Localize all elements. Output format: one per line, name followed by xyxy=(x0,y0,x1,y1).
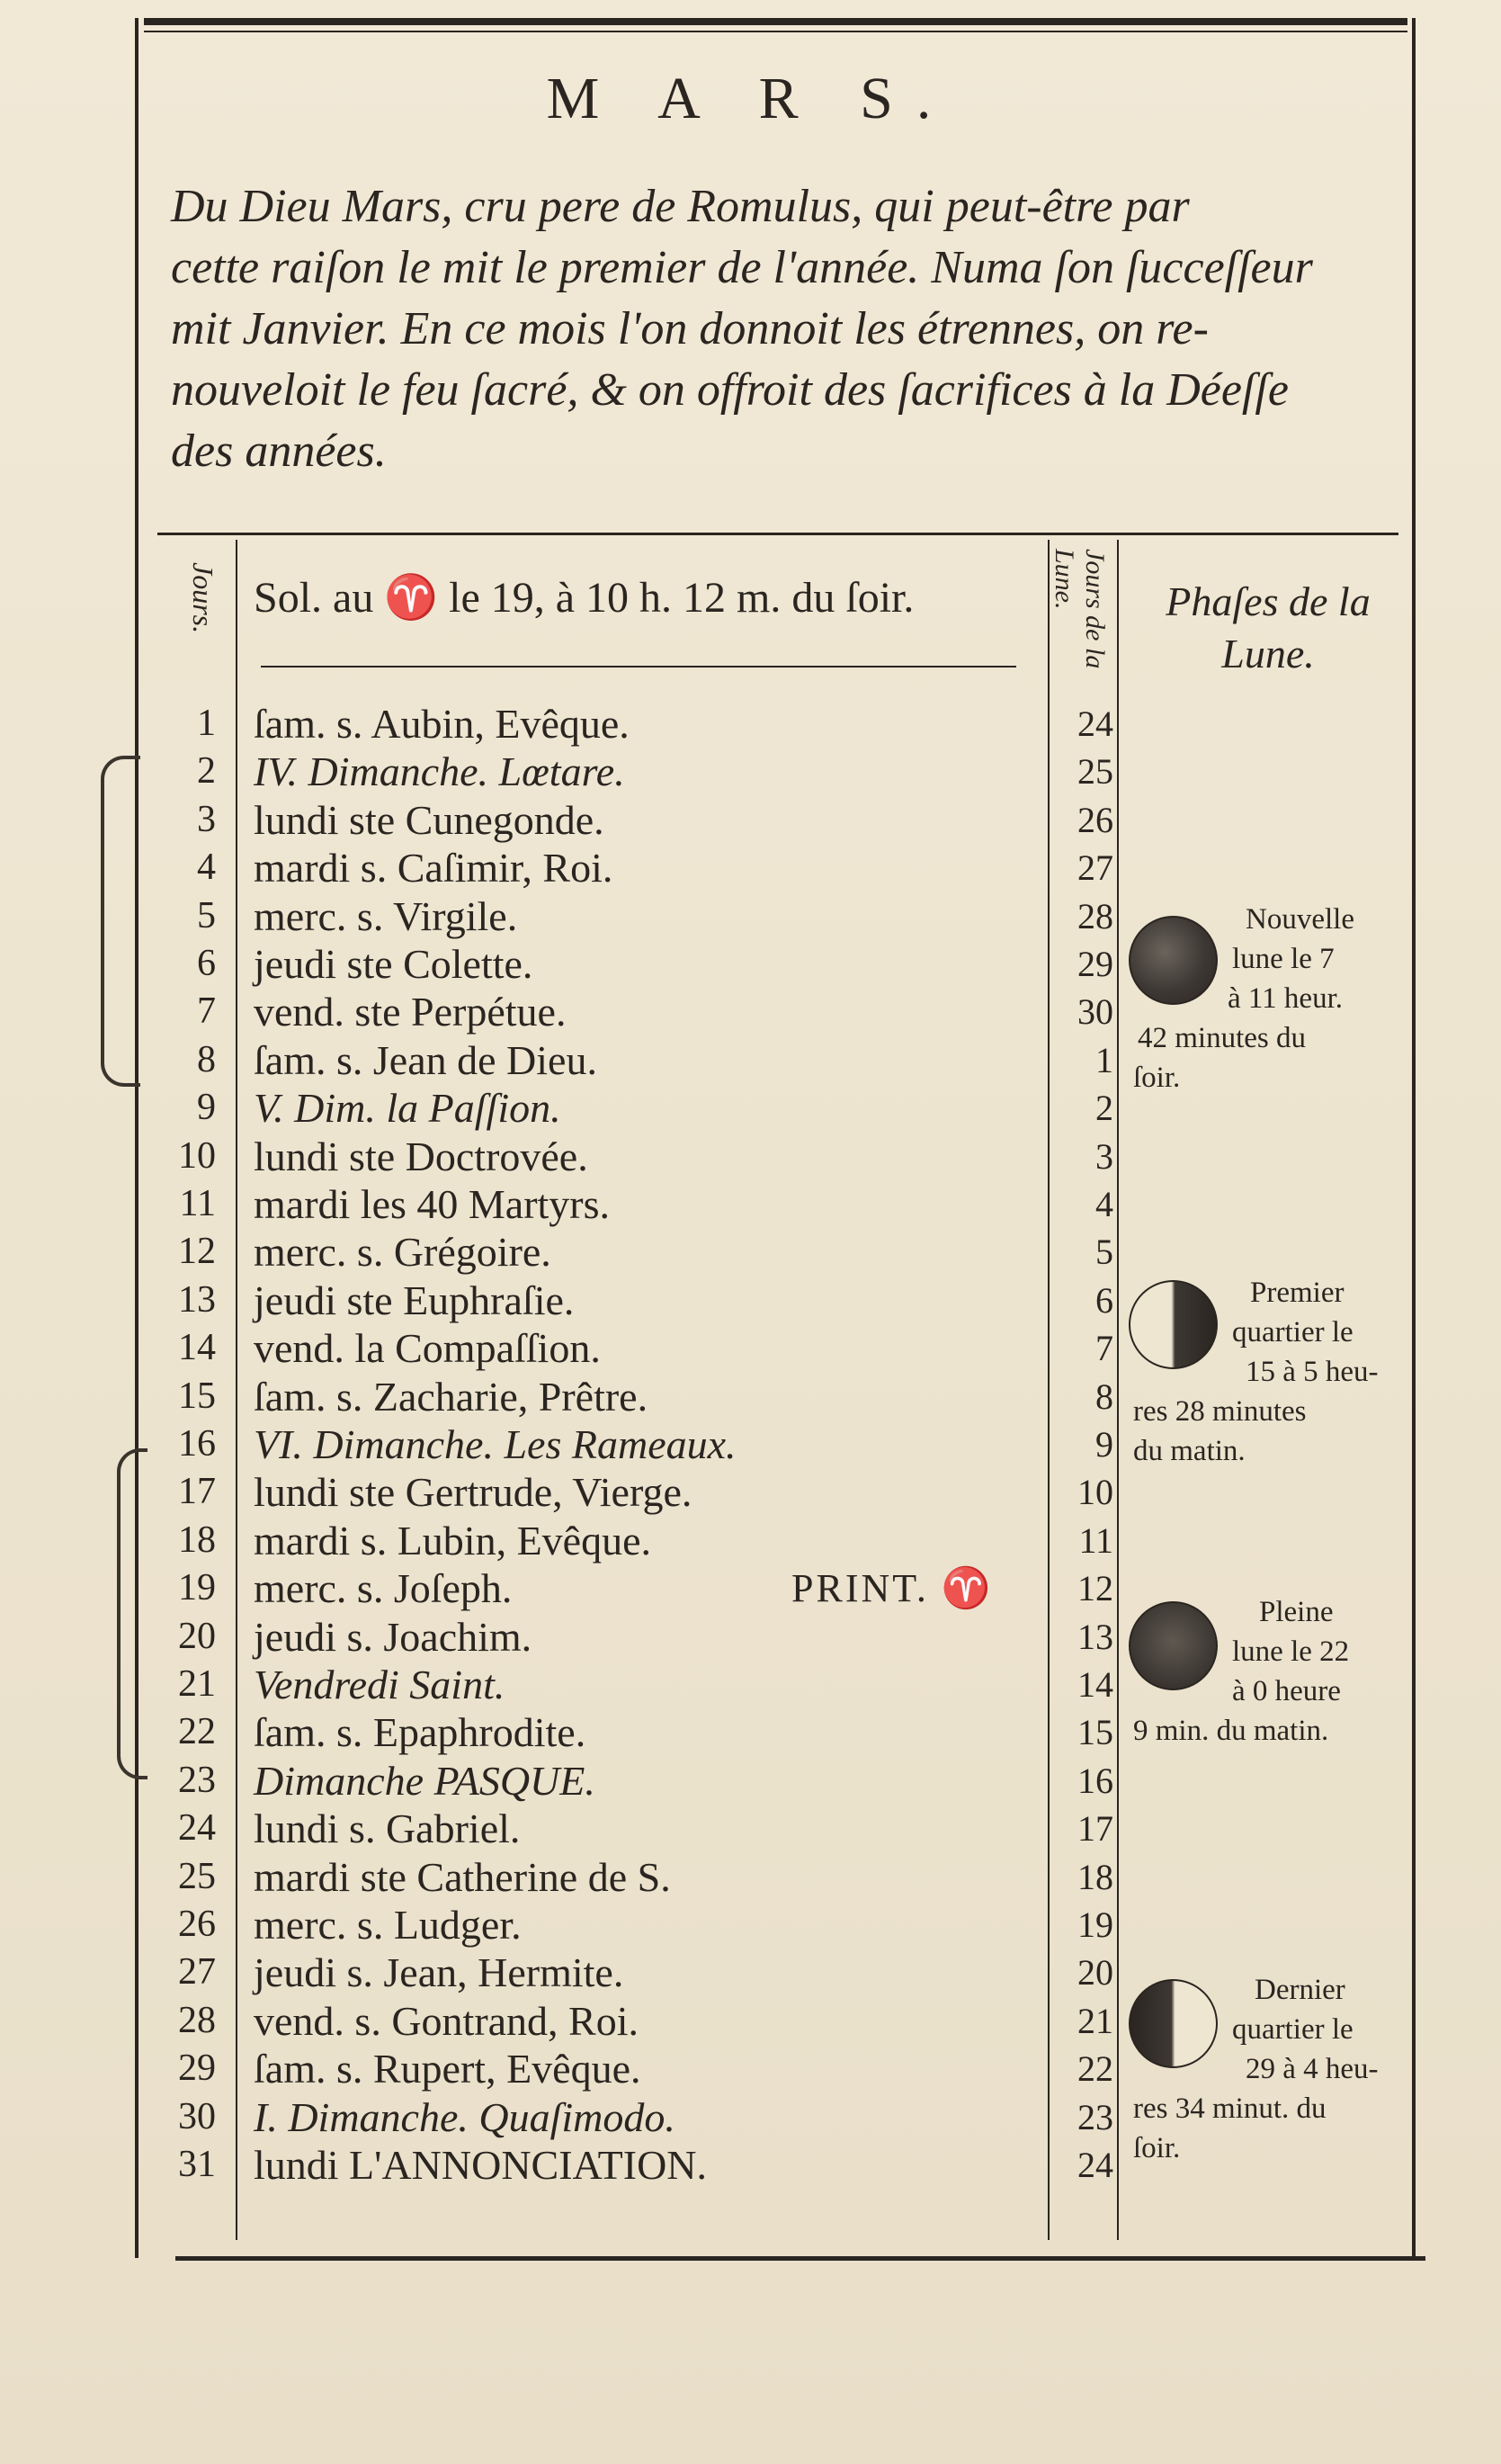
phase-full-moon xyxy=(1129,1592,1412,1772)
phase-line: à 0 heure xyxy=(1232,1675,1341,1707)
intro-paragraph xyxy=(171,176,1403,482)
phase-new-moon xyxy=(1129,900,1412,1107)
day-saint: I. Dimanche. Quaſimodo. xyxy=(254,2093,675,2140)
moon-day: 24 xyxy=(1077,2145,1113,2185)
day-number: 1 xyxy=(197,703,216,744)
day-number: 6 xyxy=(197,943,216,984)
day-number: 30 xyxy=(178,2095,216,2137)
day-saint: mardi s. Lubin, Evêque. xyxy=(254,1517,652,1564)
phase-line: ſoir. xyxy=(1133,1062,1181,1094)
day-number: 9 xyxy=(197,1087,216,1129)
intro-line: Du Dieu Mars, cru pere de Romulus, qui peut-être par xyxy=(171,181,1190,232)
moon-phases-header-line: Lune. xyxy=(1221,631,1315,676)
day-saint: mardi s. Caſimir, Roi. xyxy=(254,845,613,892)
moon-day: 2 xyxy=(1095,1088,1113,1129)
day-number: 24 xyxy=(178,1807,216,1850)
moon-day: 1 xyxy=(1095,1039,1113,1080)
phase-line: 15 à 5 heu- xyxy=(1246,1356,1379,1388)
phase-line: Dernier xyxy=(1255,1974,1345,2006)
moon-day: 25 xyxy=(1077,751,1113,793)
day-saint: lundi ste Cunegonde. xyxy=(254,796,604,843)
day-number: 13 xyxy=(178,1278,216,1321)
moon-day: 19 xyxy=(1077,1904,1113,1945)
phase-line: quartier le xyxy=(1232,1316,1354,1348)
moon-phases-header-line: Phaſes de la xyxy=(1166,578,1371,624)
moon-day: 29 xyxy=(1077,944,1113,984)
day-number: 15 xyxy=(178,1375,216,1417)
day-saint: ſam. s. Epaphrodite. xyxy=(254,1709,586,1756)
intro-line: des années. xyxy=(171,426,387,477)
day-number: 16 xyxy=(178,1423,216,1465)
moon-day: 12 xyxy=(1077,1568,1113,1609)
day-saint: jeudi s. Jean, Hermite. xyxy=(254,1949,624,1996)
intro-line: mit Janvier. En ce mois l'on donnoit les étrennes, on re- xyxy=(171,303,1209,354)
day-number: 17 xyxy=(178,1471,216,1513)
day-saint: vend. la Compaſſion. xyxy=(254,1325,601,1372)
day-row xyxy=(0,1180,1501,1228)
day-number: 31 xyxy=(178,2144,216,2185)
moon-day: 21 xyxy=(1077,2000,1113,2041)
moon-day: 30 xyxy=(1077,991,1113,1033)
day-number: 11 xyxy=(179,1183,216,1224)
day-number: 23 xyxy=(178,1759,216,1801)
moon-day: 13 xyxy=(1077,1616,1113,1657)
equinox-mark: PRINT. ♈ xyxy=(791,1566,994,1611)
moon-day: 11 xyxy=(1078,1519,1113,1561)
day-saint: ſam. s. Rupert, Evêque. xyxy=(254,2046,641,2092)
jours-header: Jours. xyxy=(187,562,219,634)
day-saint: vend. ste Perpétue. xyxy=(254,989,567,1035)
moon-day: 4 xyxy=(1095,1184,1113,1224)
phase-line: Pleine xyxy=(1259,1596,1334,1628)
day-number: 7 xyxy=(197,990,216,1033)
day-saint: ſam. s. Aubin, Evêque. xyxy=(254,701,630,747)
moon-day: 27 xyxy=(1077,847,1113,889)
day-row xyxy=(0,1853,1501,1901)
phase-last-quarter xyxy=(1129,1970,1412,2177)
moon-day: 5 xyxy=(1095,1232,1113,1273)
intro-line: cette raiſon le mit le premier de l'année. Numa ſon ſucceſſeur xyxy=(171,242,1313,293)
phase-text xyxy=(1129,900,1412,1098)
moon-phases-header xyxy=(1124,576,1412,680)
day-saint: mardi les 40 Martyrs. xyxy=(254,1181,611,1227)
day-number: 28 xyxy=(178,1999,216,2041)
day-number: 5 xyxy=(197,894,216,936)
moon-day: 22 xyxy=(1077,2048,1113,2090)
day-saint: Dimanche PASQUE. xyxy=(254,1757,595,1804)
phase-line: ſoir. xyxy=(1133,2132,1181,2164)
phase-text xyxy=(1129,1970,1412,2168)
day-number: 20 xyxy=(178,1615,216,1657)
day-saint: lundi ste Doctrovée. xyxy=(254,1133,588,1179)
moon-day: 8 xyxy=(1095,1375,1113,1417)
phase-line: du matin. xyxy=(1133,1435,1246,1467)
day-saint: jeudi ste Colette. xyxy=(254,941,533,987)
moon-day: 17 xyxy=(1077,1808,1113,1850)
day-number: 27 xyxy=(178,1951,216,1994)
day-row xyxy=(0,700,1501,748)
day-row xyxy=(0,796,1501,844)
phase-line: Nouvelle xyxy=(1246,903,1354,936)
day-row xyxy=(0,748,1501,795)
margin-brace xyxy=(101,756,140,1087)
day-saint: vend. s. Gontrand, Roi. xyxy=(254,1997,639,2044)
phase-line: 42 minutes du xyxy=(1138,1022,1306,1054)
day-saint: merc. s. Virgile. xyxy=(254,892,518,939)
day-number: 18 xyxy=(178,1519,216,1561)
top-rule-thin xyxy=(144,31,1407,32)
phase-line: à 11 heur. xyxy=(1228,982,1343,1015)
day-saint: IV. Dimanche. Lœtare. xyxy=(254,748,625,795)
moon-day: 26 xyxy=(1077,799,1113,840)
day-row xyxy=(0,1901,1501,1949)
moon-day: 7 xyxy=(1095,1328,1113,1369)
day-number: 19 xyxy=(178,1567,216,1609)
day-row xyxy=(0,1805,1501,1852)
bottom-rule xyxy=(175,2256,1425,2261)
day-saint: Vendredi Saint. xyxy=(254,1662,505,1707)
margin-brace xyxy=(117,1448,147,1779)
day-saint: merc. s. Grégoire. xyxy=(254,1229,551,1276)
day-saint: jeudi ste Euphraſie. xyxy=(254,1277,575,1323)
day-row xyxy=(0,844,1501,892)
day-number: 26 xyxy=(178,1904,216,1945)
day-number: 3 xyxy=(197,798,216,840)
phase-text xyxy=(1129,1592,1412,1751)
phase-line: quartier le xyxy=(1232,2013,1354,2046)
day-saint: lundi s. Gabriel. xyxy=(254,1805,521,1852)
table-top-rule xyxy=(157,533,1398,535)
day-number: 10 xyxy=(178,1134,216,1177)
day-saint: mardi ste Catherine de S. xyxy=(254,1853,671,1900)
day-row xyxy=(0,1228,1501,1276)
moon-day: 15 xyxy=(1077,1712,1113,1753)
day-number: 8 xyxy=(197,1038,216,1080)
moon-day: 16 xyxy=(1077,1760,1113,1801)
page-title: M A R S. xyxy=(546,66,955,131)
day-saint: V. Dim. la Paſſion. xyxy=(254,1085,561,1132)
phase-line: 9 min. du matin. xyxy=(1133,1715,1329,1747)
phase-line: Premier xyxy=(1250,1277,1345,1309)
moon-day: 10 xyxy=(1077,1472,1113,1513)
day-saint: ſam. s. Jean de Dieu. xyxy=(254,1036,597,1083)
moon-day: 18 xyxy=(1077,1856,1113,1897)
phase-text xyxy=(1129,1273,1412,1471)
header-underline xyxy=(261,666,1016,668)
day-number: 22 xyxy=(178,1711,216,1753)
day-saint: jeudi s. Joachim. xyxy=(254,1613,532,1660)
top-rule xyxy=(144,18,1407,25)
moon-day: 20 xyxy=(1077,1952,1113,1994)
sun-entry-header: Sol. au ♈ le 19, à 10 h. 12 m. du ſoir. xyxy=(254,574,915,622)
day-number: 2 xyxy=(197,750,216,793)
day-number: 14 xyxy=(178,1327,216,1369)
moon-day: 24 xyxy=(1077,703,1113,744)
day-saint: merc. s. Joſeph. xyxy=(254,1565,513,1612)
day-number: 25 xyxy=(178,1855,216,1897)
day-row xyxy=(0,1517,1501,1564)
day-saint: merc. s. Ludger. xyxy=(254,1902,522,1948)
day-saint: VI. Dimanche. Les Rameaux. xyxy=(254,1421,737,1467)
moon-day: 14 xyxy=(1077,1664,1113,1705)
phase-line: res 28 minutes xyxy=(1133,1395,1307,1428)
moon-day: 3 xyxy=(1095,1135,1113,1177)
phase-first-quarter xyxy=(1129,1273,1412,1480)
day-saint: ſam. s. Zacharie, Prêtre. xyxy=(254,1373,648,1420)
moon-day: 23 xyxy=(1077,2096,1113,2137)
intro-line: nouveloit le feu ſacré, & on offroit des ſacrifices à la Déeſſe xyxy=(171,364,1289,416)
day-saint: lundi ste Gertrude, Vierge. xyxy=(254,1469,692,1516)
day-saint: lundi L'ANNONCIATION. xyxy=(254,2142,708,2188)
phase-line: 29 à 4 heu- xyxy=(1246,2053,1379,2085)
phase-line: res 34 minut. du xyxy=(1133,2092,1327,2125)
day-number: 12 xyxy=(178,1231,216,1273)
phase-line: lune le 22 xyxy=(1232,1635,1350,1668)
day-number: 21 xyxy=(178,1663,216,1705)
moon-days-header: Jours de la Lune. xyxy=(1050,549,1110,669)
moon-day: 9 xyxy=(1095,1424,1113,1465)
day-row xyxy=(0,1133,1501,1180)
phase-line: lune le 7 xyxy=(1232,943,1335,975)
moon-day: 6 xyxy=(1095,1279,1113,1321)
moon-day: 28 xyxy=(1077,895,1113,936)
day-number: 29 xyxy=(178,2047,216,2090)
day-number: 4 xyxy=(197,847,216,889)
